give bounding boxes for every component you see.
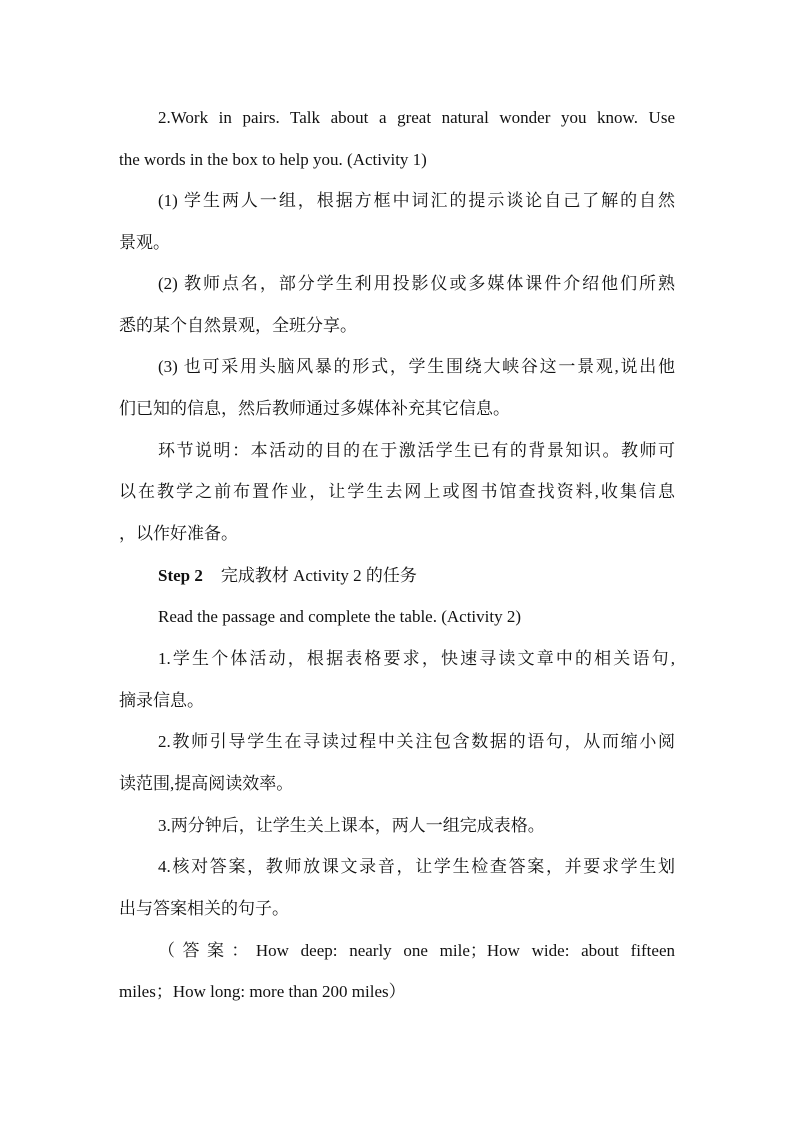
paragraph-line-19: 4.核对答案，教师放课文录音，让学生检查答案，并要求学生划	[158, 857, 675, 876]
paragraph-line-15: 摘录信息。	[119, 691, 204, 710]
paragraph-line-18: 3.两分钟后，让学生关上课本，两人一组完成表格。	[158, 816, 545, 835]
paragraph-line-2: the words in the box to help you. (Activity 1)	[119, 150, 427, 169]
paragraph-line-14: 1.学生个体活动，根据表格要求，快速寻读文章中的相关语句,	[158, 649, 675, 668]
paragraph-line-8: 们已知的信息，然后教师通过多媒体补充其它信息。	[119, 399, 510, 418]
paragraph-line-10: 以在教学之前布置作业，让学生去网上或图书馆查找资料,收集信息	[119, 482, 675, 501]
paragraph-line-6: 悉的某个自然景观，全班分享。	[119, 316, 357, 335]
paragraph-line-7: (3) 也可采用头脑风暴的形式，学生围绕大峡谷这一景观,说出他	[158, 357, 675, 376]
step-description: 完成教材 Activity 2 的任务	[220, 566, 417, 585]
paragraph-line-1: 2.Work in pairs. Talk about a great natural wonder you know. Use	[158, 108, 675, 127]
paragraph-line-13: Read the passage and complete the table. (Activity 2)	[158, 607, 522, 626]
answer-line-2: miles；How long: more than 200 miles）	[119, 982, 406, 1001]
paragraph-line-9: 环节说明：本活动的目的在于激活学生已有的背景知识。教师可	[158, 441, 675, 460]
step-heading	[158, 565, 417, 587]
paragraph-line-17: 读范围,提高阅读效率。	[119, 774, 294, 793]
paragraph-line-3: (1) 学生两人一组，根据方框中词汇的提示谈论自己了解的自然	[158, 191, 675, 210]
paragraph-line-11: ，以作好准备。	[119, 524, 238, 543]
step-label: Step 2	[158, 566, 203, 585]
answer-line-1: （答案：How deep: nearly one mile；How wide: about fifteen	[158, 941, 675, 960]
paragraph-line-20: 出与答案相关的句子。	[119, 899, 289, 918]
paragraph-line-5: (2) 教师点名，部分学生利用投影仪或多媒体课件介绍他们所熟	[158, 274, 675, 293]
paragraph-line-4: 景观。	[119, 233, 170, 252]
paragraph-line-16: 2.教师引导学生在寻读过程中关注包含数据的语句，从而缩小阅	[158, 732, 675, 751]
